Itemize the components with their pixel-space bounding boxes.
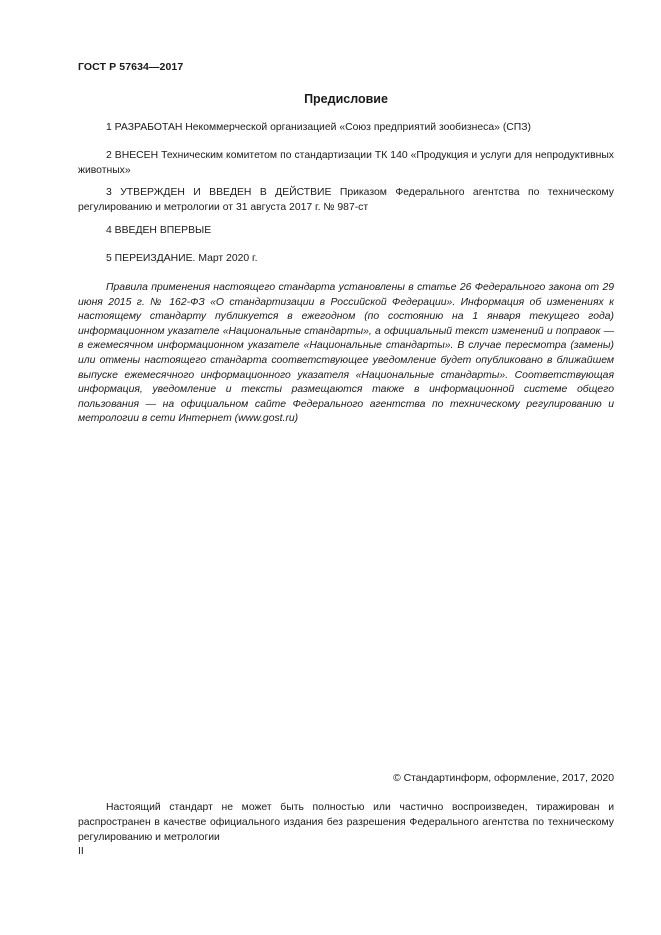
standard-designation: ГОСТ Р 57634—2017 (78, 61, 184, 73)
foreword-item-5: 5 ПЕРЕИЗДАНИЕ. Март 2020 г. (106, 253, 258, 264)
foreword-item-2: 2 ВНЕСЕН Техническим комитетом по стандартизации ТК 140 «Продукция и услуги для непродуктивных животных» (78, 150, 614, 176)
foreword-item-4: 4 ВВЕДЕН ВПЕРВЫЕ (106, 225, 212, 236)
copyright-line: © Стандартинформ, оформление, 2017, 2020 (393, 773, 614, 784)
page-number: II (78, 846, 84, 857)
rules-note: Правила применения настоящего стандарта установлены в статье 26 Федерального закона от 29 июня 2015 г. № 162-ФЗ «О стандартизации в Российской Федерации». Информация об изменениях к настоящему стандарту публикуется в ежегодном (по состоянию на 1 января текущего года) информационном указателе «Национальные стандарты», а официальный текст изменений и поправок — в ежемесячном информационном указателе «Национальные стандарты». В случае пересмотра (замены) или отмены настоящего стандарта соответствующее уведомление будет опубликовано в ближайшем выпуске ежемесячного информационного указателя «Национальные стандарты». Соответствующая информация, уведомление и тексты размещаются также в информационной системе общего пользования — на официальном сайте Федерального агентства по техническому регулированию и метрологии в сети Интернет (www.gost.ru) (78, 282, 614, 425)
page-title: Предисловие (304, 92, 388, 106)
foreword-item-1: 1 РАЗРАБОТАН Некоммерческой организацией «Союз предприятий зообизнеса» (СПЗ) (106, 122, 531, 133)
foreword-item-3: 3 УТВЕРЖДЕН И ВВЕДЕН В ДЕЙСТВИЕ Приказом Федерального агентства по техническому регулированию и метрологии от 31 августа 2017 г. № 987-ст (78, 187, 614, 213)
reproduction-notice: Настоящий стандарт не может быть полностью или частично воспроизведен, тиражирован и распространен в качестве официального издания без разрешения Федерального агентства по техническому регулированию и метрологии (78, 802, 614, 843)
